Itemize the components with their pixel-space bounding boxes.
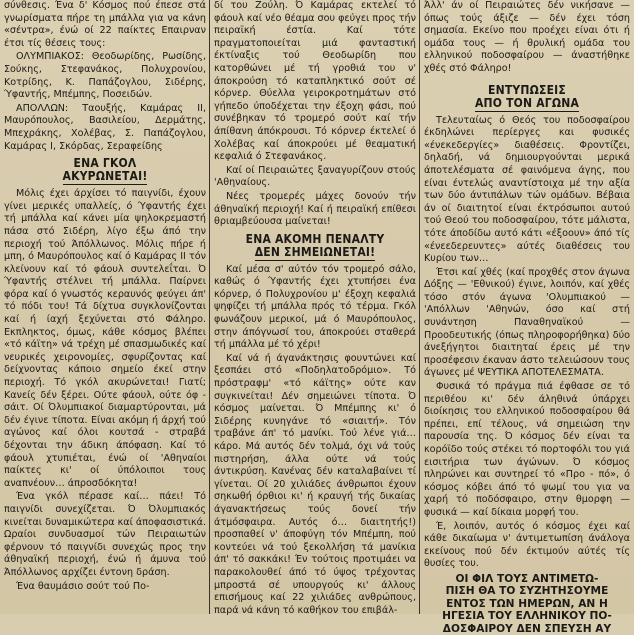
paragraph: Μόλις έχει άρχίσει τό παιγνίδι, έχουν γίνει μερικές υπαλλείς, ό Ύφαντής έχει τή μπάλλα καί κάνει μία ψηλοκρεμαστή πάσα στό Σιδέρη, λίγο έξω άπό την περιοχή τού Άπόλλωνος. Μόλις πήρε ή μπη, ό Μαυρόπουλος καί ό Καμάρας ΙΙ τόν κλείνουν καί τό φάουλ συντελεΐται. Ό Ύφαντής στέλνει τή μπάλλα. Παίρνει φόρα καί ό γνωστός κεραυνός φεύγει άπ' τό πόδι του! Τά δίχτυα συγκλονίζονται καί ή ίαχή ξεχύνεται στό Φάληρο. Εκπληκτος, όμως, κάθε κόσμος βλέπει «τό κάϊτη» νά τρέχη μέ σπασμωδικές καί νευρικές χειρονομίες, σφυρίζοντας καί δείχνοντας κάποιο σημείο έκεί στην περιοχή. Τό γκόλ ακυρώνεται! Γιατί; Κανείς δέν ξέρει. Ούτε φάουλ, ούτε όφ - σάιτ. Οί Όλυμπιακοί διαμαρτύρονται, μά δέν έγινε τίποτα. Είναι ακόμη ή άρχή τού αγώνος καί όλοι κουτσά - στραβά δέχονται την άδικη άπόφαση. Καί τό φάουλ χτυπιέται, ένώ οί 'Αθηναίοι παίκτες κι' οί ύπόλοιποι τους αναπνέουν… άπροσδόκητα!: [4, 188, 206, 489]
paragraph: Έτσι καί χθές (καί προχθές στον άγωνα Δόξης — 'Εθνικού) έγινε, λοιπόν, καί χθές τόσο στόν άγωνα 'Ολυμπιακού — 'Απόλλων 'Αθηνών, όσο καί στή συνάντηση Παναθηναϊκού — Προοδευτικής (όπως πληροφορήθηκα) δύο άνεξήγητοι διαιτηταί έρεις μέ την προσέφεσιν έκαναν άστο τελειώσουν τους άγωνες μέ ΨΕΥΤΙΚΑ ΑΠΟΤΕΛΕΣΜΑΤΑ.: [424, 266, 630, 379]
bold-line: ΟΙ ΦΙΛ ΤΟΥΣ ΑΝΤΙΜΕΤΩ-: [455, 572, 599, 585]
paragraph: Ένα θαυμάσιο σούτ τού Πο-: [16, 580, 150, 592]
heading-line: ΕΝΤΥΠΩΣΕΙΣ: [488, 82, 566, 97]
paragraph: Καί οί Πειραιώτες ξαναγυρίζουν στούς 'Αθηναίους.: [214, 164, 416, 189]
paragraph: Ένα γκόλ πέρασε καί… πάει! Τό παιγνίδι συνεχίζεται. Ό Όλυμπιακός κινείται δυναμικώτερα καί άποφασιστικά. Ωραίοι συνδυασμοί τών Πειραιωτών φέρνουν τό παιγνίδι συνεχώς προς την άθηναϊκή περιοχή, ένώ ή άμυνα τού Άπόλλωνος αρχίζει έντονη δράση.: [4, 491, 207, 578]
bold-line: ΕΝΤΟΣ ΤΩΝ ΗΜΕΡΩΝ, ΑΝ Η: [446, 597, 608, 610]
section-heading: [4, 157, 206, 185]
heading-line: ΑΠΟ ΤΟΝ ΑΓΩΝΑ: [474, 95, 580, 110]
bold-line: ΗΓΕΣΙΑ ΤΟΥ ΕΛΛΗΝΙΚΟΥ ΠΟ-: [442, 610, 612, 623]
heading-line: ΕΝΑ ΓΚΟΛ: [73, 156, 137, 171]
heading-line: ΕΝΑ ΑΚΟΜΗ ΠΕΝΑΛΤΥ: [245, 231, 385, 246]
column-rule: [419, 0, 420, 614]
column-1: [4, 0, 206, 614]
closing-bold-text: [424, 573, 630, 635]
column-2: [214, 0, 416, 614]
section-heading: [424, 84, 630, 112]
column-rule: [209, 0, 210, 614]
paragraph: Καί νά ή άγανάκτησις φουντώνει καί ξεσπάει στό «Ποδηλατοδρόμιο». Τό πρόστραφμ' «τό κάϊτης» ούτε καν συγκινείται! Δέν σημειώνει τίποτα. Ό κόσμος μαίνεται. Ό Μπέμπης κι' ό Σιδέρης κυνηγάνε τό «σιαιτή». Τόν τραβάνε άπ' τό μανίκι. Τού λένε γιά… κάρο. Μά αυτός δέν τολμά, όχι νά τούς πιστηρήση, άλλα ούτε νά τούς άντικρύση. Κανένας δέν καταλαβαίνει τί γίνεται. Οί 20 χιλιάδες άνθρωποι έχουν σηκωθή όρθιοι κι' ή κραυγή τής δικαίας άγανακτήσεως τούς δονεί τήν άτμόσφαιρα. Αυτός ό… διαιτητής!) προσπαθεί ν' άποφύγη τόν Μπέμπη, πού κοντεύει νά τού ξεκολλήση τά μανίκια άπ' τό σακκάκι! Έν τούτοις προτιμάει να παρακολουθεί άπό τό ύψος τρέχοντας μπροστά σέ υπουργούς κι' άλλους επισήμους καί 22 χιλιάδες ανθρώπους, παρά νά κάνη τό καθήκον του επιβάλ-: [214, 352, 416, 616]
column-3: [424, 0, 630, 635]
heading-line: ΔΕΝ ΣΗΜΕΙΩΝΕΤΑΙ!: [254, 244, 376, 259]
heading-line: ΑΚΥΡΩΝΕΤΑΙ!: [62, 169, 148, 184]
paragraph: δί του Ζούλη. Ό Καμάρας εκτελεί τό φάουλ καί νέο θέαμα σου φεύγει προς τήν πειραϊκή έστία. Καί τότε πραγματοποιείται μιά φανταστική έκτίναξις τού Θεοδωρίδη που κατορθώνει μέ τή γροθιά του ν' άποκρούση τό καταπληκτικό σούτ σέ κόρνερ. Θύελλα γειροκροτημάτων στό γήπεδο ύποδέχεται την έξοχη φάσι, πού συνέβηκαν τό τρομερό σούτ καί τήν άπίθανη άπόκρουσι. Τό κόρνερ έκτελεί ό Χολέβας καί άποκρούει μέ θεαματική κεφαλιά ό Στεφανάκος.: [214, 0, 416, 163]
paragraph: Τελευταίως ό Θεός του ποδοσφαίρου έκδηλώνει περίεργες και φυσικές «ένεκεδεργίες» διαθέσεις. Φροντίζει, δηλαδή, νά δημιουργούνται μερικά άποτελέσματα σέ φαινόμενα άγης, που είναι έντελώς αναντίστοιχα μέ την αξία των δύο άντιπάλων τών ομάδων. Βέβαια άν οί διαιτητοί είναι έκτρόσωποι αυτού τού Θεού του ποδοσφαίρου, τότε μάλιστα, τότε άποδίδω αυτό κάτι «έξοουν» άπό τίς «ένεεδερευντες» αύτές διαθέσεις του Κυρίου των…: [424, 114, 630, 265]
lineup-olympiakos: ΟΛΥΜΠΙΑΚΟΣ: Θεοδωρίδης, Ρωσίδης, Σούκης, Στεφανάκος, Πολυχρονίου, Κοτρίδης, Κ. Παπάζογλου, Σιδέρης, Ύφαντής, Μπέμπης, Ποσειδών.: [4, 51, 206, 101]
bold-line: ΔΟΣΦΑΙΡΟΥ ΔΕΝ ΣΠΕΥΣΗ ΑΥ: [442, 622, 612, 635]
paragraph: Έ, λοιπόν, αυτός ό κόσμος έχει καί κάθε δικαίωμα ν' άντιμετωπίση άνάλογα εκείνους πού δέν έκτιμούν αύτές τίς θυσίες του.: [424, 520, 630, 570]
paragraph: Καί μέσα σ' αύτόν τόν τρομερό σάλο, καθώς ό Ύφαντής έχει χτυπήσει ένα κόρνερ, ό Πολυχρονίου μ' έξοχη κεφαλιά ψηφίζει τή μπάλλα πρός τό τέρμα. Γκόλ φωνάζουν μερικοί, μά ό Μαυρόπουλος, στην άπόγνωσί του, άποκρούει σταθερά τή μπάλλα μέ τό χέρι!: [214, 263, 416, 351]
section-heading: [214, 233, 416, 261]
paragraph: Φυσικά τό πράγμα πιά έφθασε σε τό περιθέου κι' δέν άληθινά ύπάρχει διοίκησις του ελληνικού ποδοσφαίρου θά πρέπει, επί τέλους, νά σημειώση την παρουσία της. Ό κόσμος δέν είναι τα κορόϊδο τούς στέκει τό πορτοφόλι του γιά εισιτήρια των άγώνων. Ό κόσμος πληρώνει και συντηρεί τό «Προ - πό», ό κόσμος κόβει άπό τό ψωμί του για να χαρή τό ποδόσφαιρο, στην θμορφη — φυσικά — καί δίκαια μορφή του.: [424, 381, 630, 518]
paragraph: σύνθεσις. Ένα δ' Κόσμος πού έπεσε στά γνωρίσματα πήρε τη μπάλλα για να κάνη «σέντρα», ένώ οί 22 παίκτες Επαιρναν έτσι τίς θέσεις τους:: [4, 0, 206, 49]
lineup-apollon: ΑΠΟΛΛΩΝ: Ταουξής, Καμάρας ΙΙ, Μαυρόπουλος, Βασιλείου, Δερμάτης, Μπεχράκης, Χολέβας, Σ. Παπάζογλου, Καμάρας Ι, Σκόρδας, Σεραφείδης: [4, 102, 206, 152]
bold-line: ΠΙΣΗ ΘΑ ΤΟ ΣΥΖΗΤΗΣΟΥΜΕ: [445, 585, 609, 598]
paragraph: Νέες τρομερές μάχες δονούν τήν άθηναϊκή περιοχή! Καί ή πειραϊκή επίθεσι θριαμβεύουσα μαίνεται!: [214, 190, 416, 228]
paragraph: Άλλ' άν οί Πειραιώτες δέν νικήσανε — όπως τούς άξιζε — δέν έχει τόση σημασία. Εκείνο που προέχει είναι ότι ή ομάδα τους — ή θρυλική ομάδα του ελληνικού ποδοσφαίρου — άναστήθηκε χθές στό Φάληρο!: [424, 0, 630, 74]
